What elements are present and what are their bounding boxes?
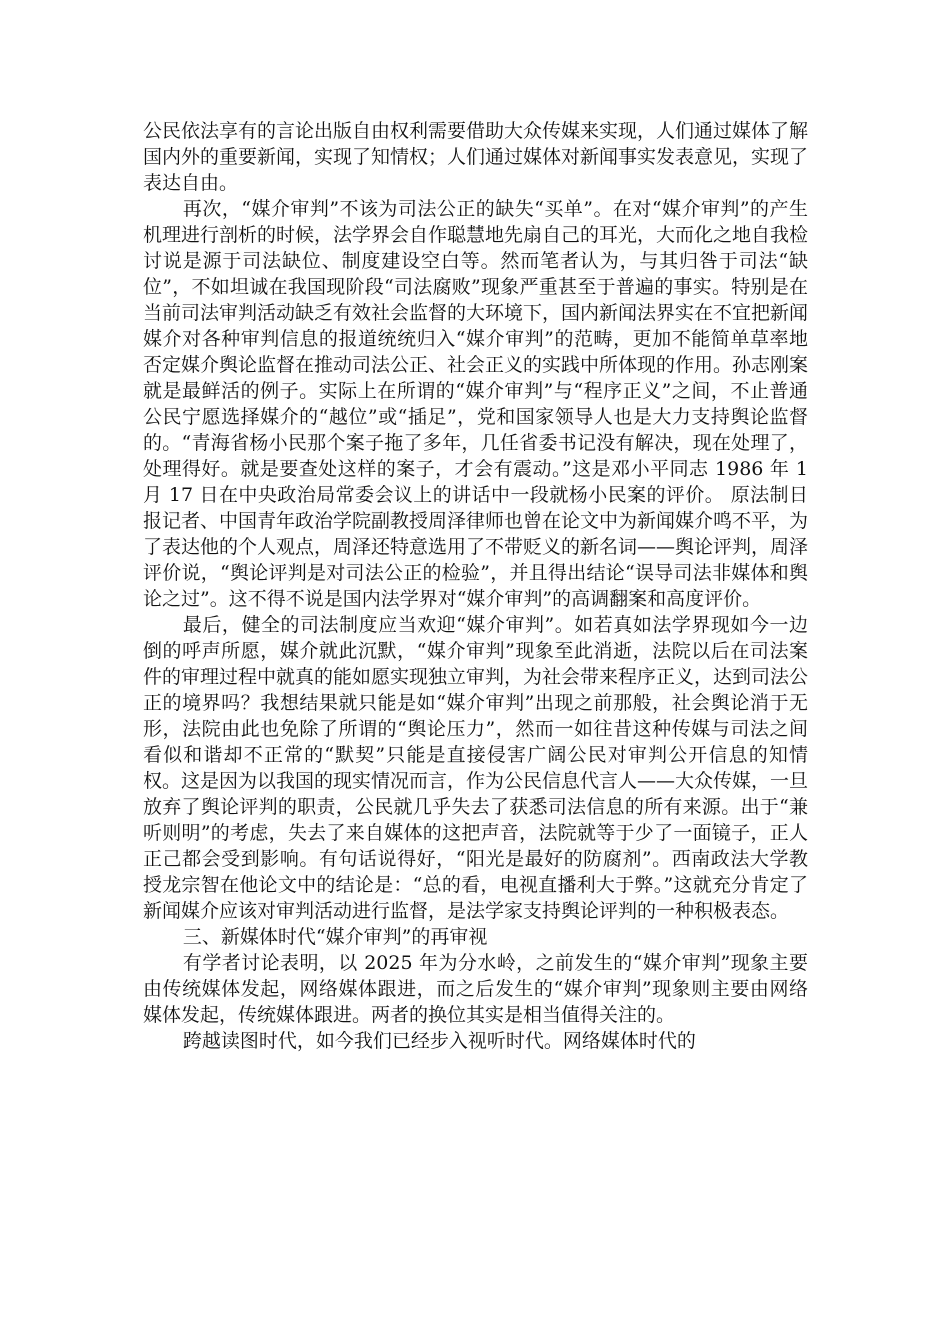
paragraph-5: 跨越读图时代，如今我们已经步入视听时代。网络媒体时代的 <box>182 1030 696 1052</box>
paragraph-4: 有学者讨论表明，以 2025 年为分水岭，之前发生的“媒介审判”现象主要由传统媒体发起，网络媒体跟进，而之后发生的“媒介审判”现象则主要由网络媒体发起，传统媒体跟进。两者的换位其实是相当值得关注的。 <box>143 952 808 1026</box>
paragraph-2: 再次，“媒介审判”不该为司法公正的缺失“买单”。在对“媒介审判”的产生机理进行剖析的时候，法学界会自作聪慧地先扇自己的耳光，大而化之地自我检讨说是源于司法缺位、制度建设空白等。然而笔者认为，与其归咎于司法“缺位”，不如坦诚在我国现阶段“司法腐败”现象严重甚至于普遍的事实。特别是在当前司法审判活动缺乏有效社会监督的大环境下，国内新闻法界实在不宜把新闻媒介对各种审判信息的报道统统归入“媒介审判”的范畴，更加不能简单草率地否定媒介舆论监督在推动司法公正、社会正义的实践中所体现的作用。孙志刚案就是最鲜活的例子。实际上在所谓的“媒介审判”与“程序正义”之间，不止普通公民宁愿选择媒介的“越位”或“插足”，党和国家领导人也是大力支持舆论监督的。“青海省杨小民那个案子拖了多年，几任省委书记没有解决，现在处理了，处理得好。就是要查处这样的案子，才会有震动。”这是邓小平同志 1986 年 1 月 17 日在中央政治局常委会议上的讲话中一段就杨小民案的评价。 原法制日报记者、中国青年政治学院副教授周泽律师也曾在论文中为新闻媒介鸣不平，为了表达他的个人观点，周泽还特意选用了不带贬义的新名词——舆论评判，周泽评价说，“舆论评判是对司法公正的检验”，并且得出结论“误导司法非媒体和舆论之过”。这不得不说是国内法学界对“媒介审判”的高调翻案和高度评价。 <box>143 198 809 610</box>
document-body <box>143 118 808 1054</box>
paragraph-3: 最后，健全的司法制度应当欢迎“媒介审判”。如若真如法学界现如今一边倒的呼声所愿，媒介就此沉默，“媒介审判”现象至此消逝，法院以后在司法案件的审理过程中就真的能如愿实现独立审判，为社会带来程序正义，达到司法公正的境界吗？我想结果就只能是如“媒介审判”出现之前那般，社会舆论消于无形，法院由此也免除了所谓的“舆论压力”，然而一如往昔这种传媒与司法之间看似和谐却不正常的“默契”只能是直接侵害广阔公民对审判公开信息的知情权。这是因为以我国的现实情况而言，作为公民信息代言人——大众传媒，一旦放弃了舆论评判的职责，公民就几乎失去了获悉司法信息的所有来源。出于“兼听则明”的考虑，失去了来自媒体的这把声音，法院就等于少了一面镜子，正人正己都会受到影响。有句话说得好，“阳光是最好的防腐剂”。西南政法大学教授龙宗智在他论文中的结论是：“总的看，电视直播利大于弊。”这就充分肯定了新闻媒介应该对审判活动进行监督，是法学家支持舆论评判的一种积极表态。 <box>143 614 809 922</box>
paragraph-1: 公民依法享有的言论出版自由权利需要借助大众传媒来实现，人们通过媒体了解国内外的重要新闻，实现了知情权；人们通过媒体对新闻事实发表意见，实现了表达自由。 <box>143 120 809 194</box>
section-heading: 三、新媒体时代“媒介审判”的再审视 <box>182 926 488 948</box>
